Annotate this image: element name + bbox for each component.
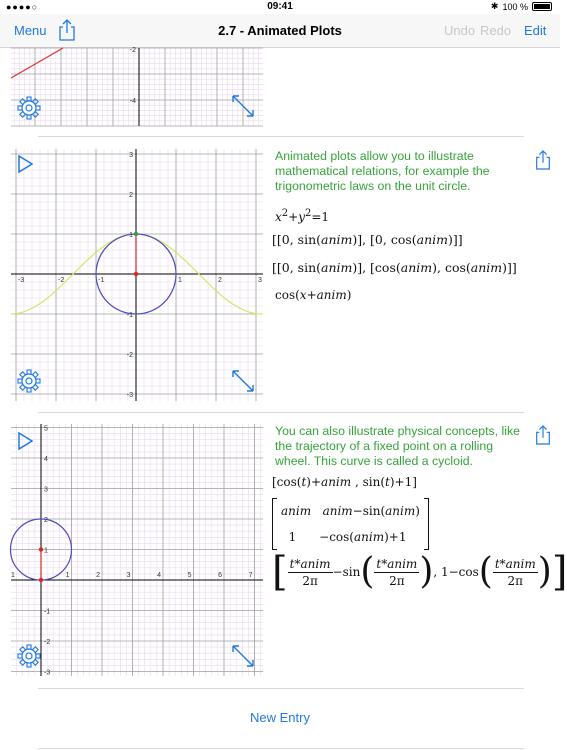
status-bar [0,0,560,14]
tick-label: -3 [44,669,51,677]
entry-separator [38,688,524,689]
tick-label: -1 [126,312,133,319]
tick-label: 5 [187,572,192,579]
entry-separator [38,412,524,413]
formula-circle[interactable]: $x^2+y^2=1$ [275,208,330,224]
tick-label: -2 [44,639,51,646]
tick-label: 2 [44,517,48,524]
tick-label: -1 [98,277,105,284]
share-icon[interactable] [534,424,552,446]
tick-label: -2 [126,352,133,359]
battery-percent: 100 % [502,1,528,12]
tick-label: 5 [44,425,48,433]
menu-button[interactable]: Menu [14,23,47,38]
tick-label: -2 [58,277,65,284]
plot-background [11,48,263,126]
point-dot [134,232,138,236]
tick-label: 3 [258,277,262,284]
bluetooth-icon: ✱ [490,1,499,11]
tick-label: 3 [129,152,133,159]
navigation-bar [0,14,560,48]
share-icon[interactable] [534,149,552,171]
formula-vector-2[interactable]: [[0, sin(anim)], [cos(anim), cos(anim)]] [272,260,517,275]
formula-cosine[interactable]: cos(x+anim) [275,288,352,302]
entry-separator [38,136,524,137]
share-icon[interactable] [57,19,77,41]
wheel-center [39,547,43,551]
battery-icon [532,2,552,11]
undo-button[interactable]: Undo [444,23,476,38]
tick-label: -3 [126,392,133,399]
plot-canvas-1[interactable] [11,48,263,126]
redo-button[interactable]: Redo [480,23,512,38]
tick-label: 4 [157,572,161,579]
formula-cycloid-point[interactable]: [cos(t)+anim , sin(t)+1] [272,475,417,489]
tick-label: 1 [178,277,182,284]
status-right [491,1,552,12]
tick-label: 2 [218,277,222,284]
tick-label: -4 [129,98,136,105]
tick-label: 1 [44,547,48,555]
tick-label: 3 [126,572,131,579]
clock: 09:41 [267,1,293,12]
entry-description: You can also illustrate physical concepts, like the trajectory of a fixed point on a rolling wheel. This curve is called a cycloid. [275,424,520,468]
edit-button[interactable]: Edit [524,23,547,38]
tick-label: 7 [248,572,253,579]
tick-label: 4 [44,456,48,463]
tick-label: 1 [65,572,70,579]
tick-label: 1 [129,232,133,239]
tick-label: 2 [96,572,100,579]
plot-canvas-3[interactable] [11,424,263,676]
tick-label: 6 [218,572,222,579]
formula-matrix[interactable]: anim anim−sin(anim) 1 −cos(anim)+1 [272,498,429,550]
entry-separator [38,748,524,749]
entry-description: Animated plots allow you to illustrate mathematical relations, for example the trigonometric laws on the unit circle. [275,149,490,193]
new-entry-button[interactable]: New Entry [250,710,310,725]
origin-dot [134,272,138,276]
trace-point [39,578,43,582]
tick-label: -2 [129,47,136,54]
tick-label: 1 [11,572,15,579]
tick-label: 2 [129,192,133,199]
tick-label: -3 [18,277,25,284]
formula-cycloid-trajectory[interactable]: [ $\frac{\text{t*anim}}{2\pi}$ −sin ( $\frac{\text{t*anim}}{2\pi}$ ) , 1−cos ( $\frac{\text{t*anim}}{2\pi}$ ) ] [272,549,567,595]
signal-indicator: ●●●●○ [6,2,39,12]
tick-label: 3 [44,486,48,494]
tick-label: -1 [44,608,51,616]
formula-vector-1[interactable]: [[0, sin(anim)], [0, cos(anim)]] [272,232,463,247]
plot-canvas-2[interactable] [11,149,263,401]
page-title: 2.7 - Animated Plots [218,23,342,38]
